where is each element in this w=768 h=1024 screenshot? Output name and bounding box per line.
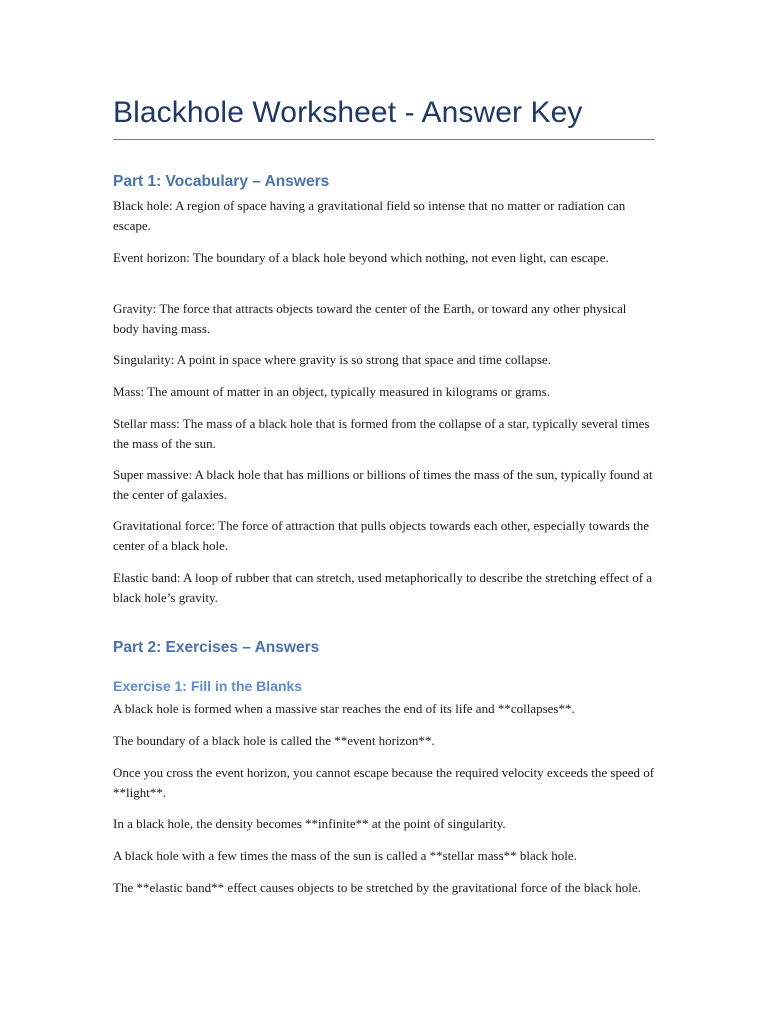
exercise1-item: A black hole with a few times the mass of the sun is called a **stellar mass** black hole. [113, 848, 577, 863]
exercise1-item: In a black hole, the density becomes **infinite** at the point of singularity. [113, 816, 506, 831]
vocab-item-gravity: Gravity: The force that attracts objects toward the center of the Earth, or toward any other physical body having mass. [113, 301, 627, 336]
exercise1-item: Once you cross the event horizon, you cannot escape because the required velocity exceeds the speed of **light**. [113, 765, 655, 800]
exercise1-heading: Exercise 1: Fill in the Blanks [113, 678, 303, 694]
vocab-item-elastic-band: Elastic band: A loop of rubber that can stretch, used metaphorically to describe the stretching effect of a black hole’s gravity. [113, 570, 653, 605]
vocab-item-stellar-mass: Stellar mass: The mass of a black hole that is formed from the collapse of a star, typically several times the mass of the sun. [113, 416, 650, 451]
exercise1-item: A black hole is formed when a massive star reaches the end of its life and **collapses**. [113, 701, 575, 716]
vocab-item-singularity: Singularity: A point in space where gravity is so strong that space and time collapse. [113, 352, 551, 367]
vocab-item-black-hole: Black hole: A region of space having a gravitational field so intense that no matter or radiation can escape. [113, 198, 626, 233]
exercise1-item: The **elastic band** effect causes objects to be stretched by the gravitational force of the black hole. [113, 880, 641, 895]
vocab-item-event-horizon: Event horizon: The boundary of a black hole beyond which nothing, not even light, can escape. [113, 250, 609, 265]
exercise1-item: The boundary of a black hole is called the **event horizon**. [113, 733, 435, 748]
title-underline [113, 139, 655, 140]
vocab-item-gravitational-force: Gravitational force: The force of attraction that pulls objects towards each other, especially towards the center of a black hole. [113, 518, 650, 553]
part2-heading: Part 2: Exercises – Answers [113, 639, 320, 656]
document-title: Blackhole Worksheet - Answer Key [113, 96, 583, 129]
part1-heading: Part 1: Vocabulary – Answers [113, 173, 330, 190]
vocab-item-mass: Mass: The amount of matter in an object, typically measured in kilograms or grams. [113, 384, 550, 399]
vocab-item-super-massive: Super massive: A black hole that has millions or billions of times the mass of the sun, typically found at the center of galaxies. [113, 467, 653, 502]
